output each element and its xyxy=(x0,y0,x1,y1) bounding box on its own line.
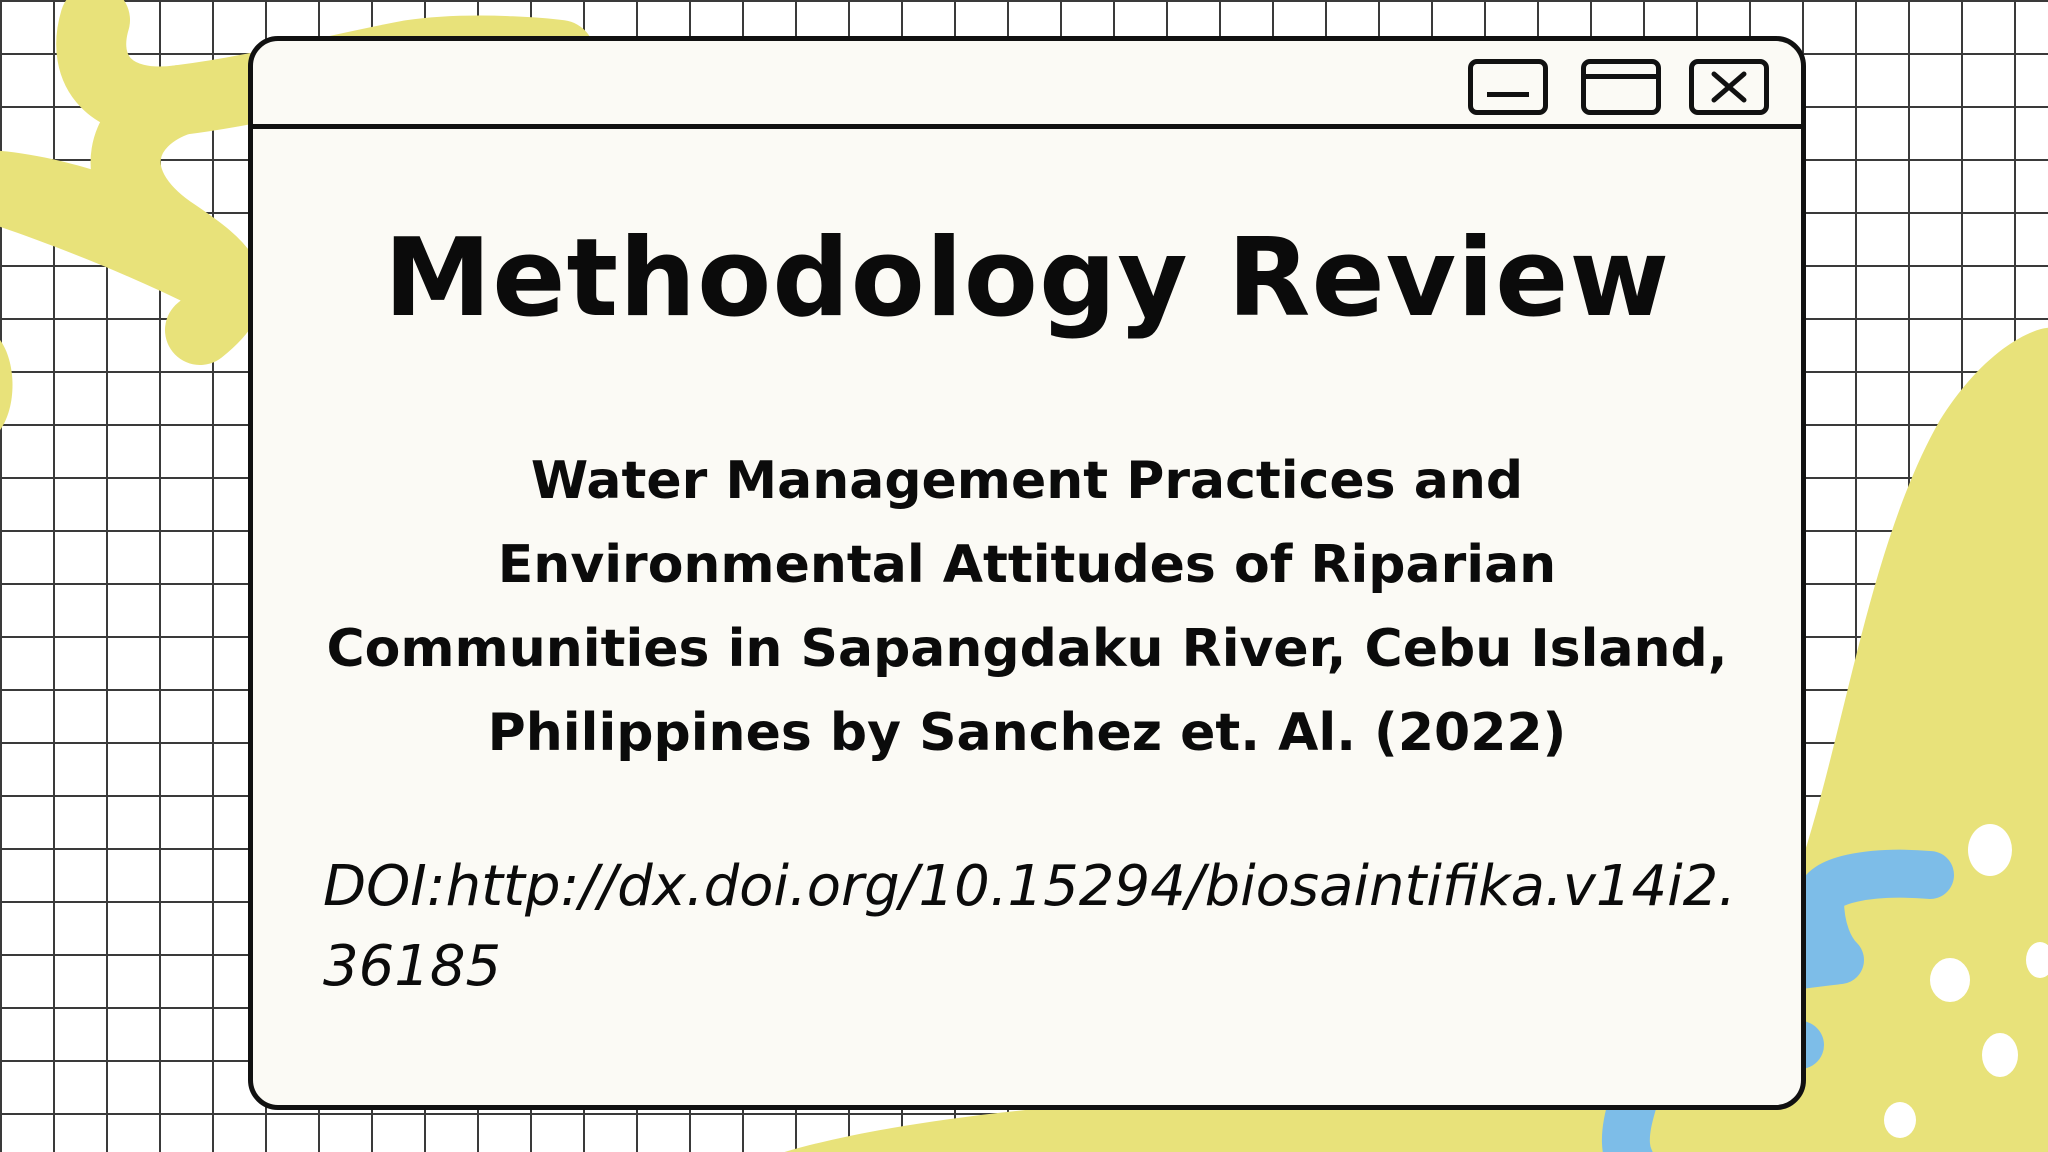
minimize-icon xyxy=(1487,92,1529,97)
window-content xyxy=(253,129,1801,1105)
close-icon xyxy=(1694,64,1764,110)
paper-citation: Water Management Practices and Environmental Attitudes of Riparian Communities in Sapangdaku River, Cebu Island, Philippines by Sanchez et. Al. (2022) xyxy=(326,451,1728,763)
app-window xyxy=(248,36,1806,1110)
minimize-button[interactable] xyxy=(1468,59,1548,115)
window-titlebar xyxy=(253,41,1801,129)
yellow-blob-left-edge xyxy=(0,330,13,440)
white-dot xyxy=(1982,1033,2018,1077)
page-title: Methodology Review xyxy=(383,216,1671,341)
maximize-button[interactable] xyxy=(1581,59,1661,115)
white-dot xyxy=(1968,824,2012,876)
close-button[interactable] xyxy=(1689,59,1769,115)
maximize-icon xyxy=(1586,74,1656,79)
white-dot xyxy=(1930,958,1970,1002)
white-dot xyxy=(1884,1102,1916,1138)
doi-link[interactable]: DOI:http://dx.doi.org/10.15294/biosaintifika.v14i2.36185 xyxy=(323,854,1737,999)
